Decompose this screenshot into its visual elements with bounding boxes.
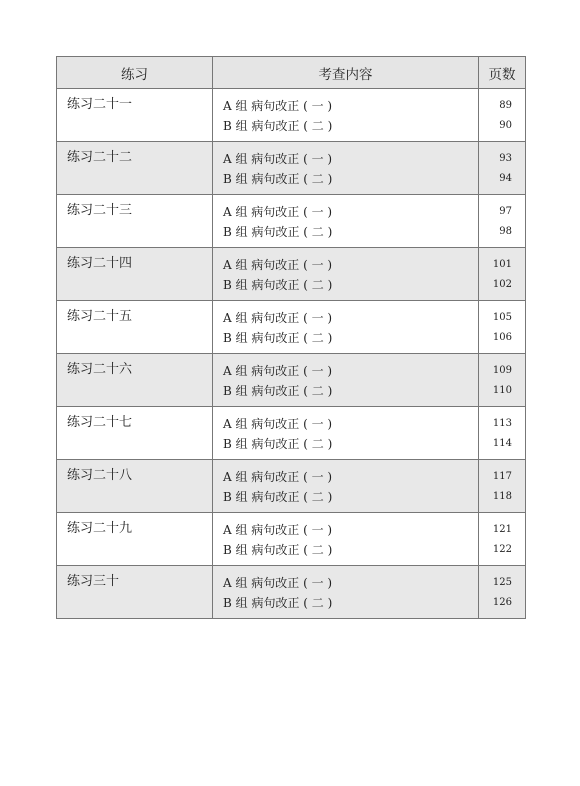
table-row bbox=[57, 89, 526, 142]
exercise-name: 练习二十五 bbox=[57, 301, 213, 354]
table-row bbox=[57, 460, 526, 513]
page-number: 117 bbox=[492, 471, 512, 482]
page-cell bbox=[479, 142, 526, 195]
page-number: 90 bbox=[499, 120, 512, 131]
content-cell bbox=[213, 301, 479, 354]
content-cell bbox=[213, 248, 479, 301]
table-row bbox=[57, 195, 526, 248]
table-row bbox=[57, 513, 526, 566]
header-pages: 页数 bbox=[479, 57, 526, 89]
content-item: B 组 病句改正 ( 二 ) bbox=[223, 331, 333, 345]
content-item: B 组 病句改正 ( 二 ) bbox=[223, 225, 333, 239]
content-cell bbox=[213, 513, 479, 566]
content-item: A 组 病句改正 ( 一 ) bbox=[223, 99, 333, 113]
exercise-name: 练习二十四 bbox=[57, 248, 213, 301]
content-item: B 组 病句改正 ( 二 ) bbox=[223, 490, 333, 504]
page-number: 113 bbox=[492, 418, 512, 429]
header-content: 考查内容 bbox=[213, 57, 479, 89]
page-cell bbox=[479, 513, 526, 566]
page-cell bbox=[479, 354, 526, 407]
table-row bbox=[57, 301, 526, 354]
page-number: 106 bbox=[492, 332, 512, 343]
exercise-name: 练习二十一 bbox=[57, 89, 213, 142]
table-row bbox=[57, 407, 526, 460]
page-number: 118 bbox=[492, 491, 512, 502]
page-cell bbox=[479, 195, 526, 248]
page-number: 98 bbox=[499, 226, 512, 237]
exercise-name: 练习二十二 bbox=[57, 142, 213, 195]
page-cell bbox=[479, 248, 526, 301]
content-item: B 组 病句改正 ( 二 ) bbox=[223, 596, 333, 610]
content-item: B 组 病句改正 ( 二 ) bbox=[223, 119, 333, 133]
page-number: 101 bbox=[492, 259, 512, 270]
table-row bbox=[57, 354, 526, 407]
table-row bbox=[57, 566, 526, 619]
content-item: A 组 病句改正 ( 一 ) bbox=[223, 364, 333, 378]
exercise-name: 练习二十三 bbox=[57, 195, 213, 248]
page-number: 121 bbox=[492, 524, 512, 535]
table-row bbox=[57, 248, 526, 301]
page-cell bbox=[479, 89, 526, 142]
table-row bbox=[57, 142, 526, 195]
content-cell bbox=[213, 566, 479, 619]
content-item: A 组 病句改正 ( 一 ) bbox=[223, 417, 333, 431]
page-number: 126 bbox=[492, 597, 512, 608]
exercise-name: 练习二十八 bbox=[57, 460, 213, 513]
content-cell bbox=[213, 89, 479, 142]
content-cell bbox=[213, 195, 479, 248]
page-cell bbox=[479, 460, 526, 513]
exercise-name: 练习三十 bbox=[57, 566, 213, 619]
page-number: 97 bbox=[499, 206, 512, 217]
table-body bbox=[57, 89, 526, 619]
content-item: A 组 病句改正 ( 一 ) bbox=[223, 523, 333, 537]
page-cell bbox=[479, 566, 526, 619]
page-cell bbox=[479, 301, 526, 354]
content-item: A 组 病句改正 ( 一 ) bbox=[223, 152, 333, 166]
content-cell bbox=[213, 354, 479, 407]
page-number: 89 bbox=[499, 100, 512, 111]
table-header-row bbox=[57, 57, 526, 89]
content-cell bbox=[213, 460, 479, 513]
content-item: A 组 病句改正 ( 一 ) bbox=[223, 470, 333, 484]
table-of-contents bbox=[56, 56, 526, 619]
content-cell bbox=[213, 142, 479, 195]
content-item: B 组 病句改正 ( 二 ) bbox=[223, 543, 333, 557]
page-number: 125 bbox=[492, 577, 512, 588]
page-number: 105 bbox=[492, 312, 512, 323]
page-number: 110 bbox=[492, 385, 512, 396]
content-item: B 组 病句改正 ( 二 ) bbox=[223, 172, 333, 186]
content-item: B 组 病句改正 ( 二 ) bbox=[223, 384, 333, 398]
content-cell bbox=[213, 407, 479, 460]
content-item: A 组 病句改正 ( 一 ) bbox=[223, 205, 333, 219]
page-number: 94 bbox=[499, 173, 512, 184]
page-number: 122 bbox=[492, 544, 512, 555]
page-number: 102 bbox=[492, 279, 512, 290]
content-item: A 组 病句改正 ( 一 ) bbox=[223, 576, 333, 590]
page-number: 93 bbox=[499, 153, 512, 164]
content-item: A 组 病句改正 ( 一 ) bbox=[223, 258, 333, 272]
page-cell bbox=[479, 407, 526, 460]
exercise-name: 练习二十六 bbox=[57, 354, 213, 407]
content-item: B 组 病句改正 ( 二 ) bbox=[223, 278, 333, 292]
page-number: 109 bbox=[492, 365, 512, 376]
exercise-name: 练习二十九 bbox=[57, 513, 213, 566]
content-item: A 组 病句改正 ( 一 ) bbox=[223, 311, 333, 325]
content-item: B 组 病句改正 ( 二 ) bbox=[223, 437, 333, 451]
page-number: 114 bbox=[492, 438, 512, 449]
header-exercise: 练习 bbox=[57, 57, 213, 89]
exercise-name: 练习二十七 bbox=[57, 407, 213, 460]
